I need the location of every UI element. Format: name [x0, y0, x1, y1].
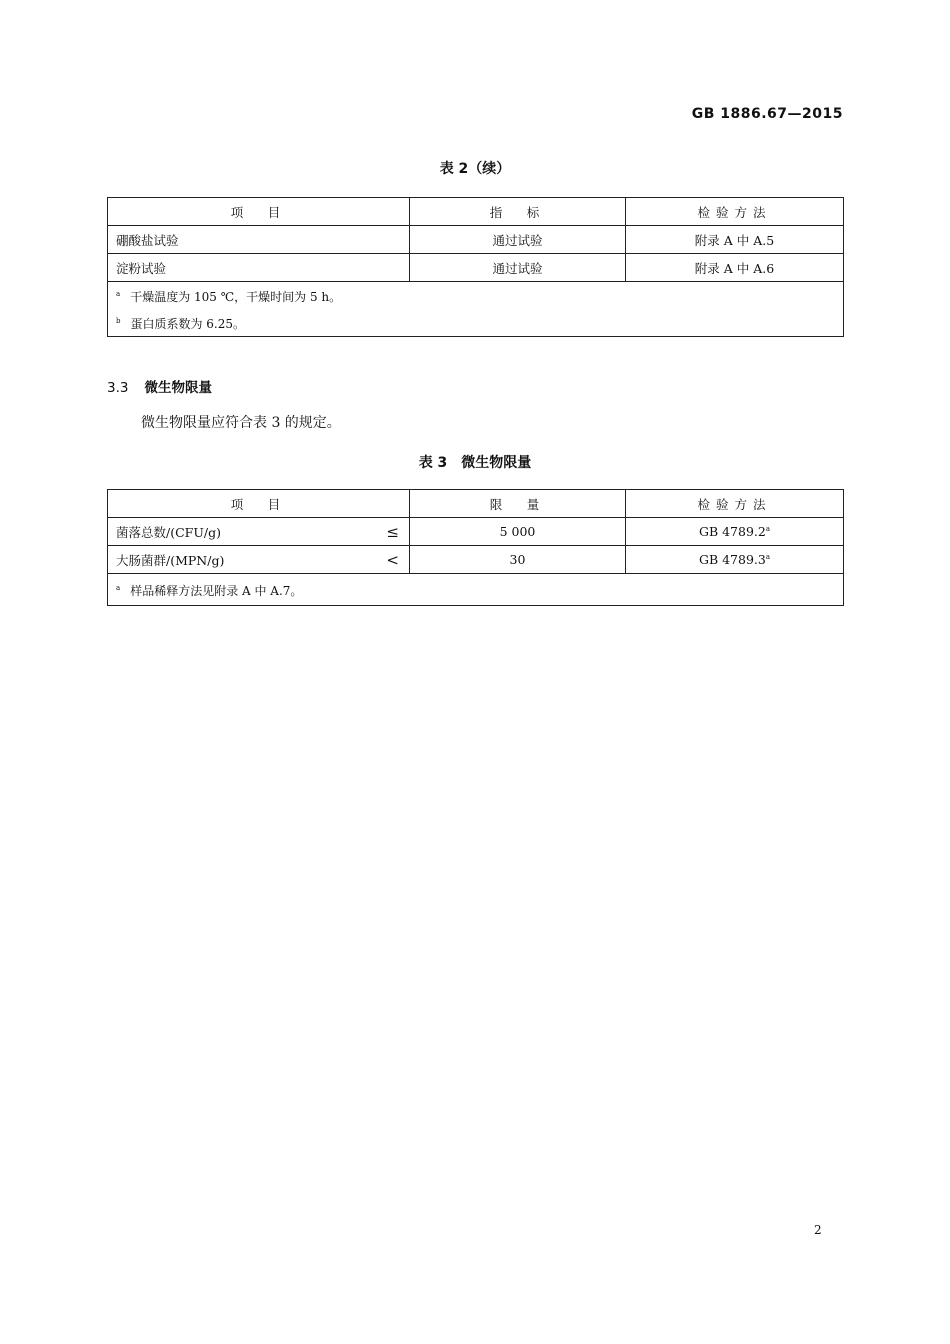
table2-notes	[108, 282, 844, 337]
table2-notes-row	[108, 282, 844, 337]
footnote-text: 样品稀释方法见附录 A 中 A.7。	[130, 584, 303, 598]
section-heading	[107, 376, 212, 396]
table2-header-value: 指 标	[410, 198, 626, 226]
table3-caption: 表 3 微生物限量	[418, 455, 532, 471]
table3-header-method: 检验方法	[626, 490, 844, 518]
table3-header-row	[108, 490, 844, 518]
section-number: 3.3	[107, 380, 129, 396]
footnote-mark: a	[765, 552, 771, 561]
table3-cell-limit: 5 000	[410, 518, 626, 546]
table3-header-limit: 限 量	[410, 490, 626, 518]
footnote-mark: b	[116, 317, 121, 325]
table2-note-a	[116, 282, 835, 309]
table2	[107, 197, 844, 337]
table2-cell-method: 附录 A 中 A.5	[626, 226, 844, 254]
table2-header-item: 项 目	[108, 198, 410, 226]
table-row	[108, 546, 844, 574]
table3-cell-method	[626, 518, 844, 546]
table3	[107, 489, 844, 606]
footnote-text: 蛋白质系数为 6.25。	[130, 317, 246, 331]
table3-item-label: 大肠菌群/(MPN/g)	[116, 552, 225, 568]
table-row	[108, 518, 844, 546]
table2-caption: 表 2（续）	[439, 161, 511, 177]
table3-header-item: 项 目	[108, 490, 410, 518]
table2-cell-value: 通过试验	[410, 254, 626, 282]
table3-cell-item	[108, 518, 410, 546]
table-row	[108, 226, 844, 254]
section-paragraph: 微生物限量应符合表 3 的规定。	[141, 415, 341, 431]
table3-note-a	[116, 576, 835, 603]
table2-header-method: 检验方法	[626, 198, 844, 226]
table2-header-row	[108, 198, 844, 226]
footnote-text: 干燥温度为 105 ℃，干燥时间为 5 h。	[130, 290, 342, 304]
table3-cell-item	[108, 546, 410, 574]
table3-notes-row	[108, 574, 844, 606]
section-title: 微生物限量	[144, 380, 212, 396]
table3-item-label: 菌落总数/(CFU/g)	[116, 524, 221, 540]
table-row	[108, 254, 844, 282]
less-or-equal-symbol: ≤	[386, 522, 399, 541]
method-text: GB 4789.2	[698, 524, 766, 539]
table3-cell-method	[626, 546, 844, 574]
table3-notes	[108, 574, 844, 606]
standard-number: GB 1886.67—2015	[691, 106, 843, 122]
footnote-mark: a	[765, 524, 771, 533]
footnote-mark: a	[116, 584, 121, 592]
table3-cell-limit: 30	[410, 546, 626, 574]
table2-note-b	[116, 309, 835, 336]
page-number: 2	[814, 1223, 822, 1237]
table2-cell-method: 附录 A 中 A.6	[626, 254, 844, 282]
table2-cell-value: 通过试验	[410, 226, 626, 254]
method-text: GB 4789.3	[698, 552, 766, 567]
less-than-symbol: <	[386, 550, 399, 569]
footnote-mark: a	[116, 290, 121, 298]
table2-cell-item: 硼酸盐试验	[108, 226, 410, 254]
table2-cell-item: 淀粉试验	[108, 254, 410, 282]
